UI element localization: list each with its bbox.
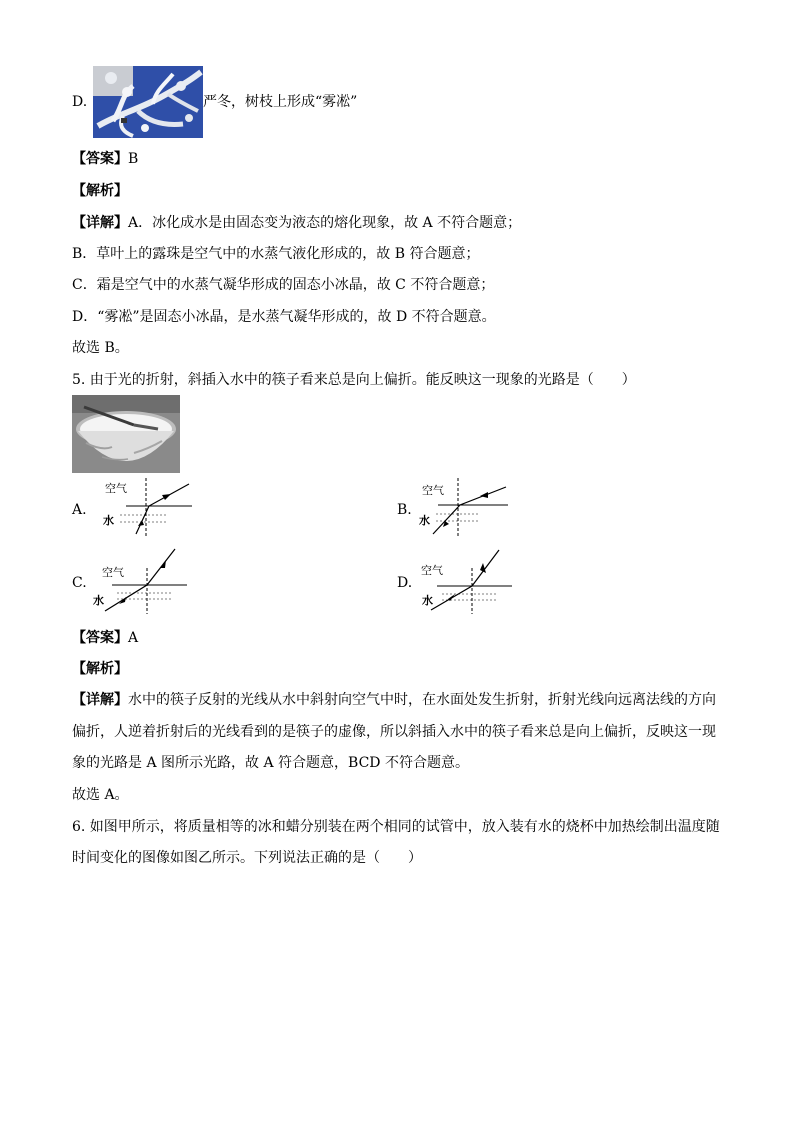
- conclusion-q5: 故选 A。: [72, 787, 129, 803]
- water-label: 水: [103, 514, 114, 527]
- detail-1-q5: [72, 690, 716, 710]
- conclusion-q4: 故选 B。: [72, 340, 129, 356]
- detail-c-q4: C．霜是空气中的水蒸气凝华形成的固态小冰晶，故 C 不符合题意；: [72, 277, 495, 293]
- air-label: 空气: [422, 484, 444, 497]
- detail-a-q4: [72, 213, 521, 233]
- answer-label: 【答案】: [72, 151, 128, 167]
- diagram-a: [96, 478, 192, 536]
- detail-3-q5: 象的光路是 A 图所示光路，故 A 符合题意，BCD 不符合题意。: [72, 755, 469, 771]
- option-d-letter: D.: [72, 94, 88, 110]
- water-label: 水: [93, 594, 104, 607]
- option-d-text: 严冬，树枝上形成“雾凇”: [203, 94, 358, 110]
- air-label: 空气: [421, 564, 443, 577]
- answer-line-q5: [72, 628, 138, 648]
- answer-label: 【答案】: [72, 630, 128, 646]
- detail-label: 【详解】: [72, 692, 128, 708]
- bowl-chopstick-photo: [72, 395, 180, 473]
- option-a-letter: A.: [72, 502, 87, 518]
- diagram-d: [417, 546, 517, 616]
- option-d5-letter: D.: [397, 575, 413, 591]
- detail-1-text: 水中的筷子反射的光线从水中斜射向空气中时，在水面处发生折射，折射光线向远离法线的方向: [128, 692, 716, 708]
- water-label: 水: [422, 594, 433, 607]
- rime-frost-photo: [93, 66, 203, 138]
- detail-2-q5: 偏折，人逆着折射后的光线看到的是筷子的虚像，所以斜插入水中的筷子看来总是向上偏折，反映这一现: [72, 724, 716, 740]
- diagram-b: [418, 478, 514, 536]
- water-label: 水: [419, 514, 430, 527]
- question-6-stem-2: 时间变化的图像如图乙所示。下列说法正确的是（ ）: [72, 850, 422, 866]
- answer-line-q4: [72, 149, 138, 169]
- detail-b-q4: B．草叶上的露珠是空气中的水蒸气液化形成的，故 B 符合题意；: [72, 246, 480, 262]
- answer-value: A: [128, 630, 139, 646]
- question-6-stem-1: 6. 如图甲所示，将质量相等的冰和蜡分别装在两个相同的试管中，放入装有水的烧杯中加热绘制出温度随: [72, 819, 720, 835]
- diagram-c: [92, 546, 192, 616]
- answer-value: B: [128, 151, 139, 167]
- analysis-label-q4: 【解析】: [72, 183, 128, 199]
- air-label: 空气: [105, 482, 127, 495]
- detail-label: 【详解】: [72, 215, 128, 231]
- question-5-stem: 5. 由于光的折射，斜插入水中的筷子看来总是向上偏折。能反映这一现象的光路是（ ）: [72, 372, 636, 388]
- air-label: 空气: [102, 566, 124, 579]
- option-b-letter: B.: [397, 502, 412, 518]
- analysis-label-q5: 【解析】: [72, 661, 128, 677]
- detail-d-q4: D．“雾凇”是固态小冰晶，是水蒸气凝华形成的，故 D 不符合题意。: [72, 309, 496, 325]
- detail-a-text: A．冰化成水是由固态变为液态的熔化现象，故 A 不符合题意；: [128, 215, 522, 231]
- option-c-letter: C.: [72, 575, 87, 591]
